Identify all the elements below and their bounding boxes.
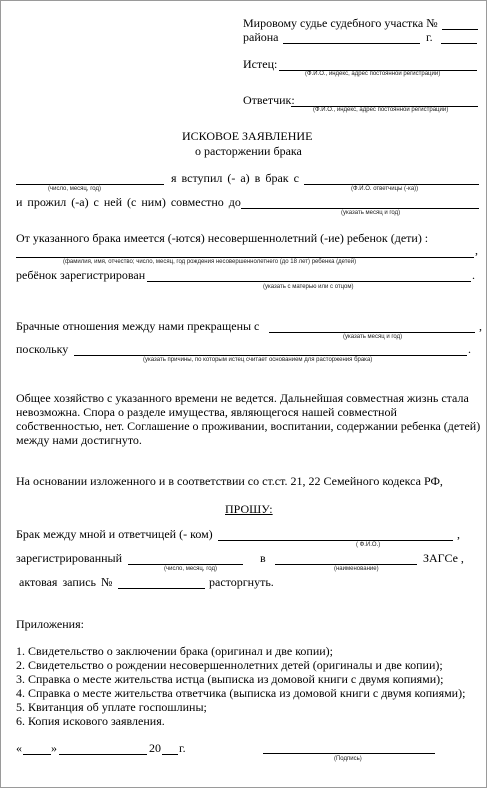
zags-label: ЗАГСе ,	[423, 551, 464, 565]
attachment-item: 2. Свидетельство о рождении несовершеннолетних детей (оригиналы и две копии);	[16, 658, 443, 672]
registration-date-field[interactable]	[128, 564, 243, 565]
attachment-item: 1. Свидетельство о заключении брака (оригинал и две копии);	[16, 644, 334, 658]
spouse-fio-field[interactable]	[218, 540, 453, 541]
reason-hint: (указать причины, по которым истец считает основанием для расторжения брака)	[143, 357, 373, 363]
spouse-fio-hint: ( Ф.И.О.)	[356, 542, 381, 548]
request-heading: ПРОШУ:	[225, 502, 273, 516]
children-comma: ,	[475, 243, 478, 257]
attachment-item: 4. Справка о месте жительства ответчика (выписка из домовой книги с двумя копиями);	[16, 686, 466, 700]
child-registered-hint: (указать с матерью или с отцом)	[263, 284, 354, 290]
attachments-heading: Приложения:	[16, 617, 84, 631]
relations-ended-text: Брачные отношения между нами прекращены с	[16, 319, 260, 333]
act-record-field[interactable]	[118, 588, 205, 589]
judge-line: Мировому судье судебного участка №	[243, 16, 438, 30]
marriage-date-hint: (число, месяц, год)	[48, 186, 101, 192]
relations-comma: ,	[479, 319, 482, 333]
body-line-3: собственностью, нет. Соглашение о проживании, воспитании, содержании ребенка (детей)	[16, 419, 481, 433]
signature-field[interactable]	[263, 753, 435, 754]
signature-hint: (Подпись)	[334, 756, 362, 762]
spouse-name-field[interactable]	[304, 184, 479, 185]
act-record-label: актовая запись №	[19, 575, 113, 589]
children-details-hint: (фамилия, имя, отчество; число, месяц, год рождения несовершеннолетнего (до 18 лет) ребенка (детей)	[63, 259, 357, 265]
spouse-fio-comma: ,	[457, 527, 460, 541]
city-field[interactable]	[441, 43, 477, 44]
reason-field[interactable]	[74, 355, 467, 356]
marriage-entered-text: я вступил (- а) в брак с	[171, 171, 299, 185]
in-label: в	[260, 551, 266, 565]
relations-ended-hint: (указать месяц и год)	[343, 334, 403, 340]
date-month-field[interactable]	[59, 754, 147, 755]
body-line-1: Общее хозяйство с указанного времени не ведется. Дальнейшая совместная жизнь стала	[16, 391, 469, 405]
date-day-field[interactable]	[23, 754, 51, 755]
date-year-field[interactable]	[162, 754, 178, 755]
attachment-item: 5. Квитанция об уплате госпошлины;	[16, 700, 207, 714]
legal-basis-text: На основании изложенного и в соответствии со ст.ст. 21, 22 Семейного кодекса РФ,	[16, 474, 443, 488]
reason-label: поскольку	[16, 342, 69, 356]
date-quote-open: «	[16, 741, 22, 755]
marriage-with-text: Брак между мной и ответчицей (- ком)	[16, 527, 213, 541]
child-registered-text: ребёнок зарегистрирован	[16, 268, 146, 282]
district-label: района	[243, 30, 279, 44]
child-registered-period: .	[472, 268, 475, 282]
attachment-item: 6. Копия искового заявления.	[16, 714, 165, 728]
defendant-label: Ответчик:	[243, 93, 295, 107]
document-title: ИСКОВОЕ ЗАЯВЛЕНИЕ	[182, 129, 313, 143]
dissolve-text: расторгнуть.	[209, 575, 274, 589]
city-label: г.	[426, 30, 433, 44]
plaintiff-hint: (Ф.И.О., индекс, адрес постоянной регистрации)	[305, 71, 441, 77]
plaintiff-label: Истец:	[243, 57, 278, 71]
cohabitation-until-field[interactable]	[241, 208, 479, 209]
body-line-2: невозможна. Спора о разделе имущества, являющегося нашей совместной	[16, 405, 397, 419]
court-number-field[interactable]	[442, 29, 478, 30]
date-quote-close: »	[51, 741, 57, 755]
date-year-prefix: 20	[149, 741, 161, 755]
defendant-hint: (Ф.И.О., индекс, адрес постоянной регистрации)	[313, 107, 449, 113]
district-field[interactable]	[283, 43, 420, 44]
registry-office-field[interactable]	[275, 564, 417, 565]
cohabitation-until-hint: (указать месяц и год)	[341, 210, 401, 216]
document-subtitle: о расторжении брака	[195, 144, 302, 158]
child-registered-field[interactable]	[147, 281, 471, 282]
spouse-name-hint: (Ф.И.О. ответчицы (-ка))	[351, 186, 419, 192]
cohabitation-text: и прожил (-а) с ней (с ним) совместно до	[16, 195, 241, 209]
registered-label: зарегистрированный	[16, 551, 123, 565]
relations-ended-field[interactable]	[269, 332, 475, 333]
reason-period: .	[468, 342, 471, 356]
registry-office-hint: (наименование)	[334, 566, 379, 572]
registration-date-hint: (число, месяц, год)	[164, 566, 217, 572]
attachment-item: 3. Справка о месте жительства истца (выписка из домовой книги с двумя копиями);	[16, 672, 444, 686]
body-line-4: между нами достигнуто.	[16, 433, 142, 447]
children-text: От указанного брака имеется (-ются) несовершеннолетний (-ие) ребенок (дети) :	[16, 231, 429, 245]
marriage-date-field[interactable]	[16, 184, 164, 185]
date-year-suffix: г.	[179, 741, 186, 755]
children-details-field[interactable]	[16, 257, 474, 258]
